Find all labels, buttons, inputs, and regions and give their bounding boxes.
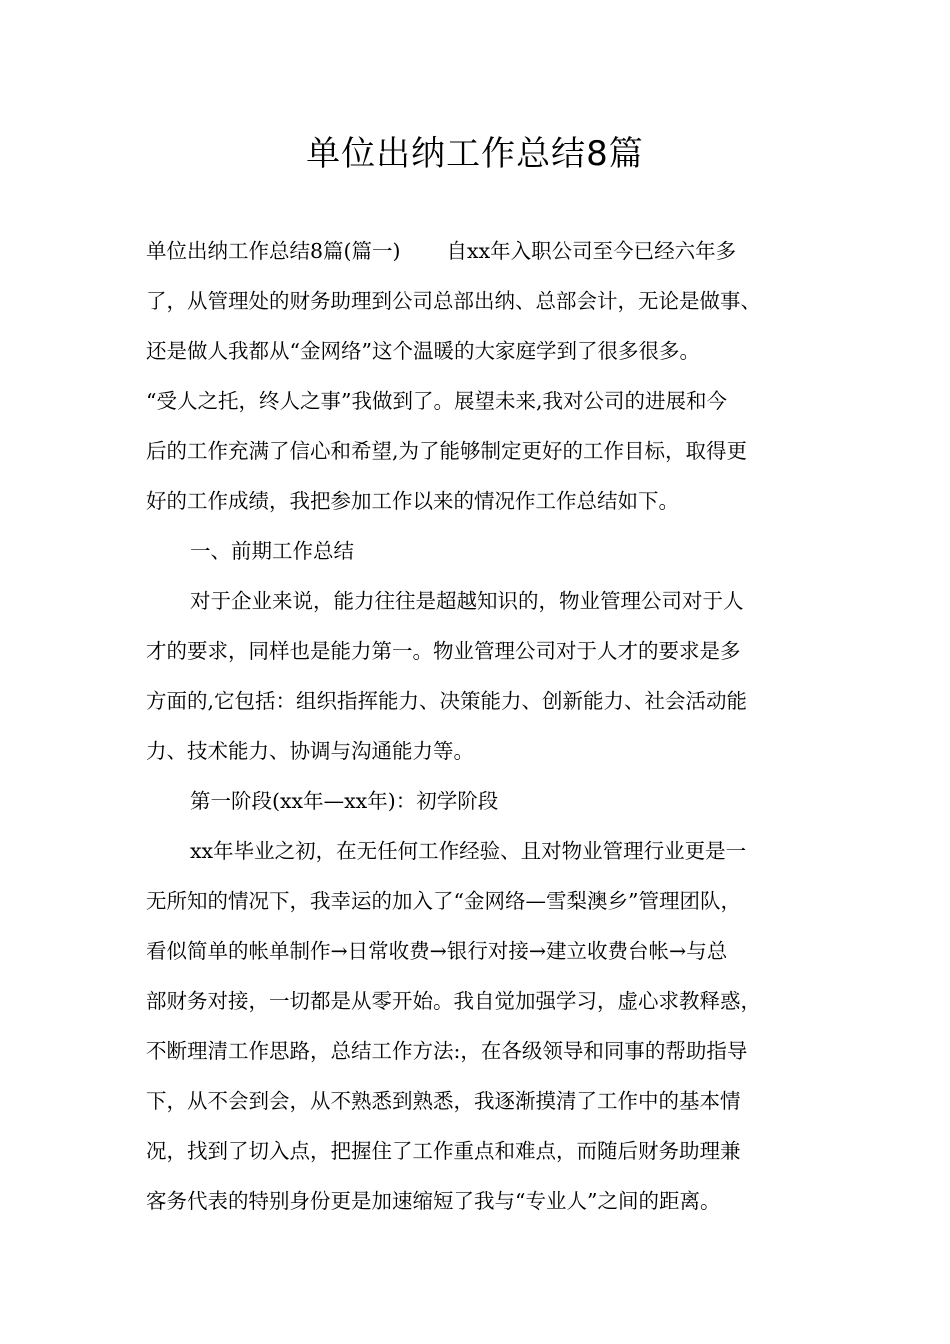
text-line: “受人之托，终人之事”我做到了。展望未来,我对公司的进展和今 (146, 389, 727, 413)
text-line: 方面的,它包括：组织指挥能力、决策能力、创新能力、社会活动能 (146, 689, 748, 713)
text-line: 还是做人我都从“金网络”这个温暖的大家庭学到了很多很多。 (146, 339, 700, 363)
section-heading: 一、前期工作总结 (190, 539, 354, 563)
text-line: xx年毕业之初，在无任何工作经验、且对物业管理行业更是一 (190, 839, 747, 863)
paragraph-start: 自xx年入职公司至今已经六年多 (446, 239, 737, 263)
text-line: 好的工作成绩，我把参加工作以来的情况作工作总结如下。 (146, 489, 679, 513)
text-line (146, 226, 822, 276)
text-line: 后的工作充满了信心和希望,为了能够制定更好的工作目标，取得更 (146, 439, 748, 463)
text-line: 了，从管理处的财务助理到公司总部出纳、总部会计，无论是做事、 (146, 289, 761, 313)
text-line: 力、技术能力、协调与沟通能力等。 (146, 739, 474, 763)
text-line: 对于企业来说，能力往往是超越知识的，物业管理公司对于人 (190, 589, 744, 613)
text-line: 不断理清工作思路，总结工作方法:，在各级领导和同事的帮助指导 (146, 1039, 748, 1063)
text-line: 客务代表的特别身份更是加速缩短了我与“专业人”之间的距离。 (146, 1189, 721, 1213)
section-heading: 单位出纳工作总结8篇(篇一) (146, 239, 401, 263)
text-line: 况，找到了切入点，把握住了工作重点和难点，而随后财务助理兼 (146, 1139, 741, 1163)
text-line: 无所知的情况下，我幸运的加入了“金网络—雪梨澳乡”管理团队， (146, 889, 741, 913)
text-line: 部财务对接，一切都是从零开始。我自觉加强学习，虚心求教释惑， (146, 989, 761, 1013)
text-line: 下，从不会到会，从不熟悉到熟悉，我逐渐摸清了工作中的基本情 (146, 1089, 741, 1113)
section-heading: 第一阶段(xx年—xx年)：初学阶段 (190, 789, 499, 813)
text-line: 看似简单的帐单制作→日常收费→银行对接→建立收费台帐→与总 (146, 939, 728, 963)
document-title: 单位出纳工作总结8篇 (306, 134, 644, 174)
text-line: 才的要求，同样也是能力第一。物业管理公司对于人才的要求是多 (146, 639, 741, 663)
